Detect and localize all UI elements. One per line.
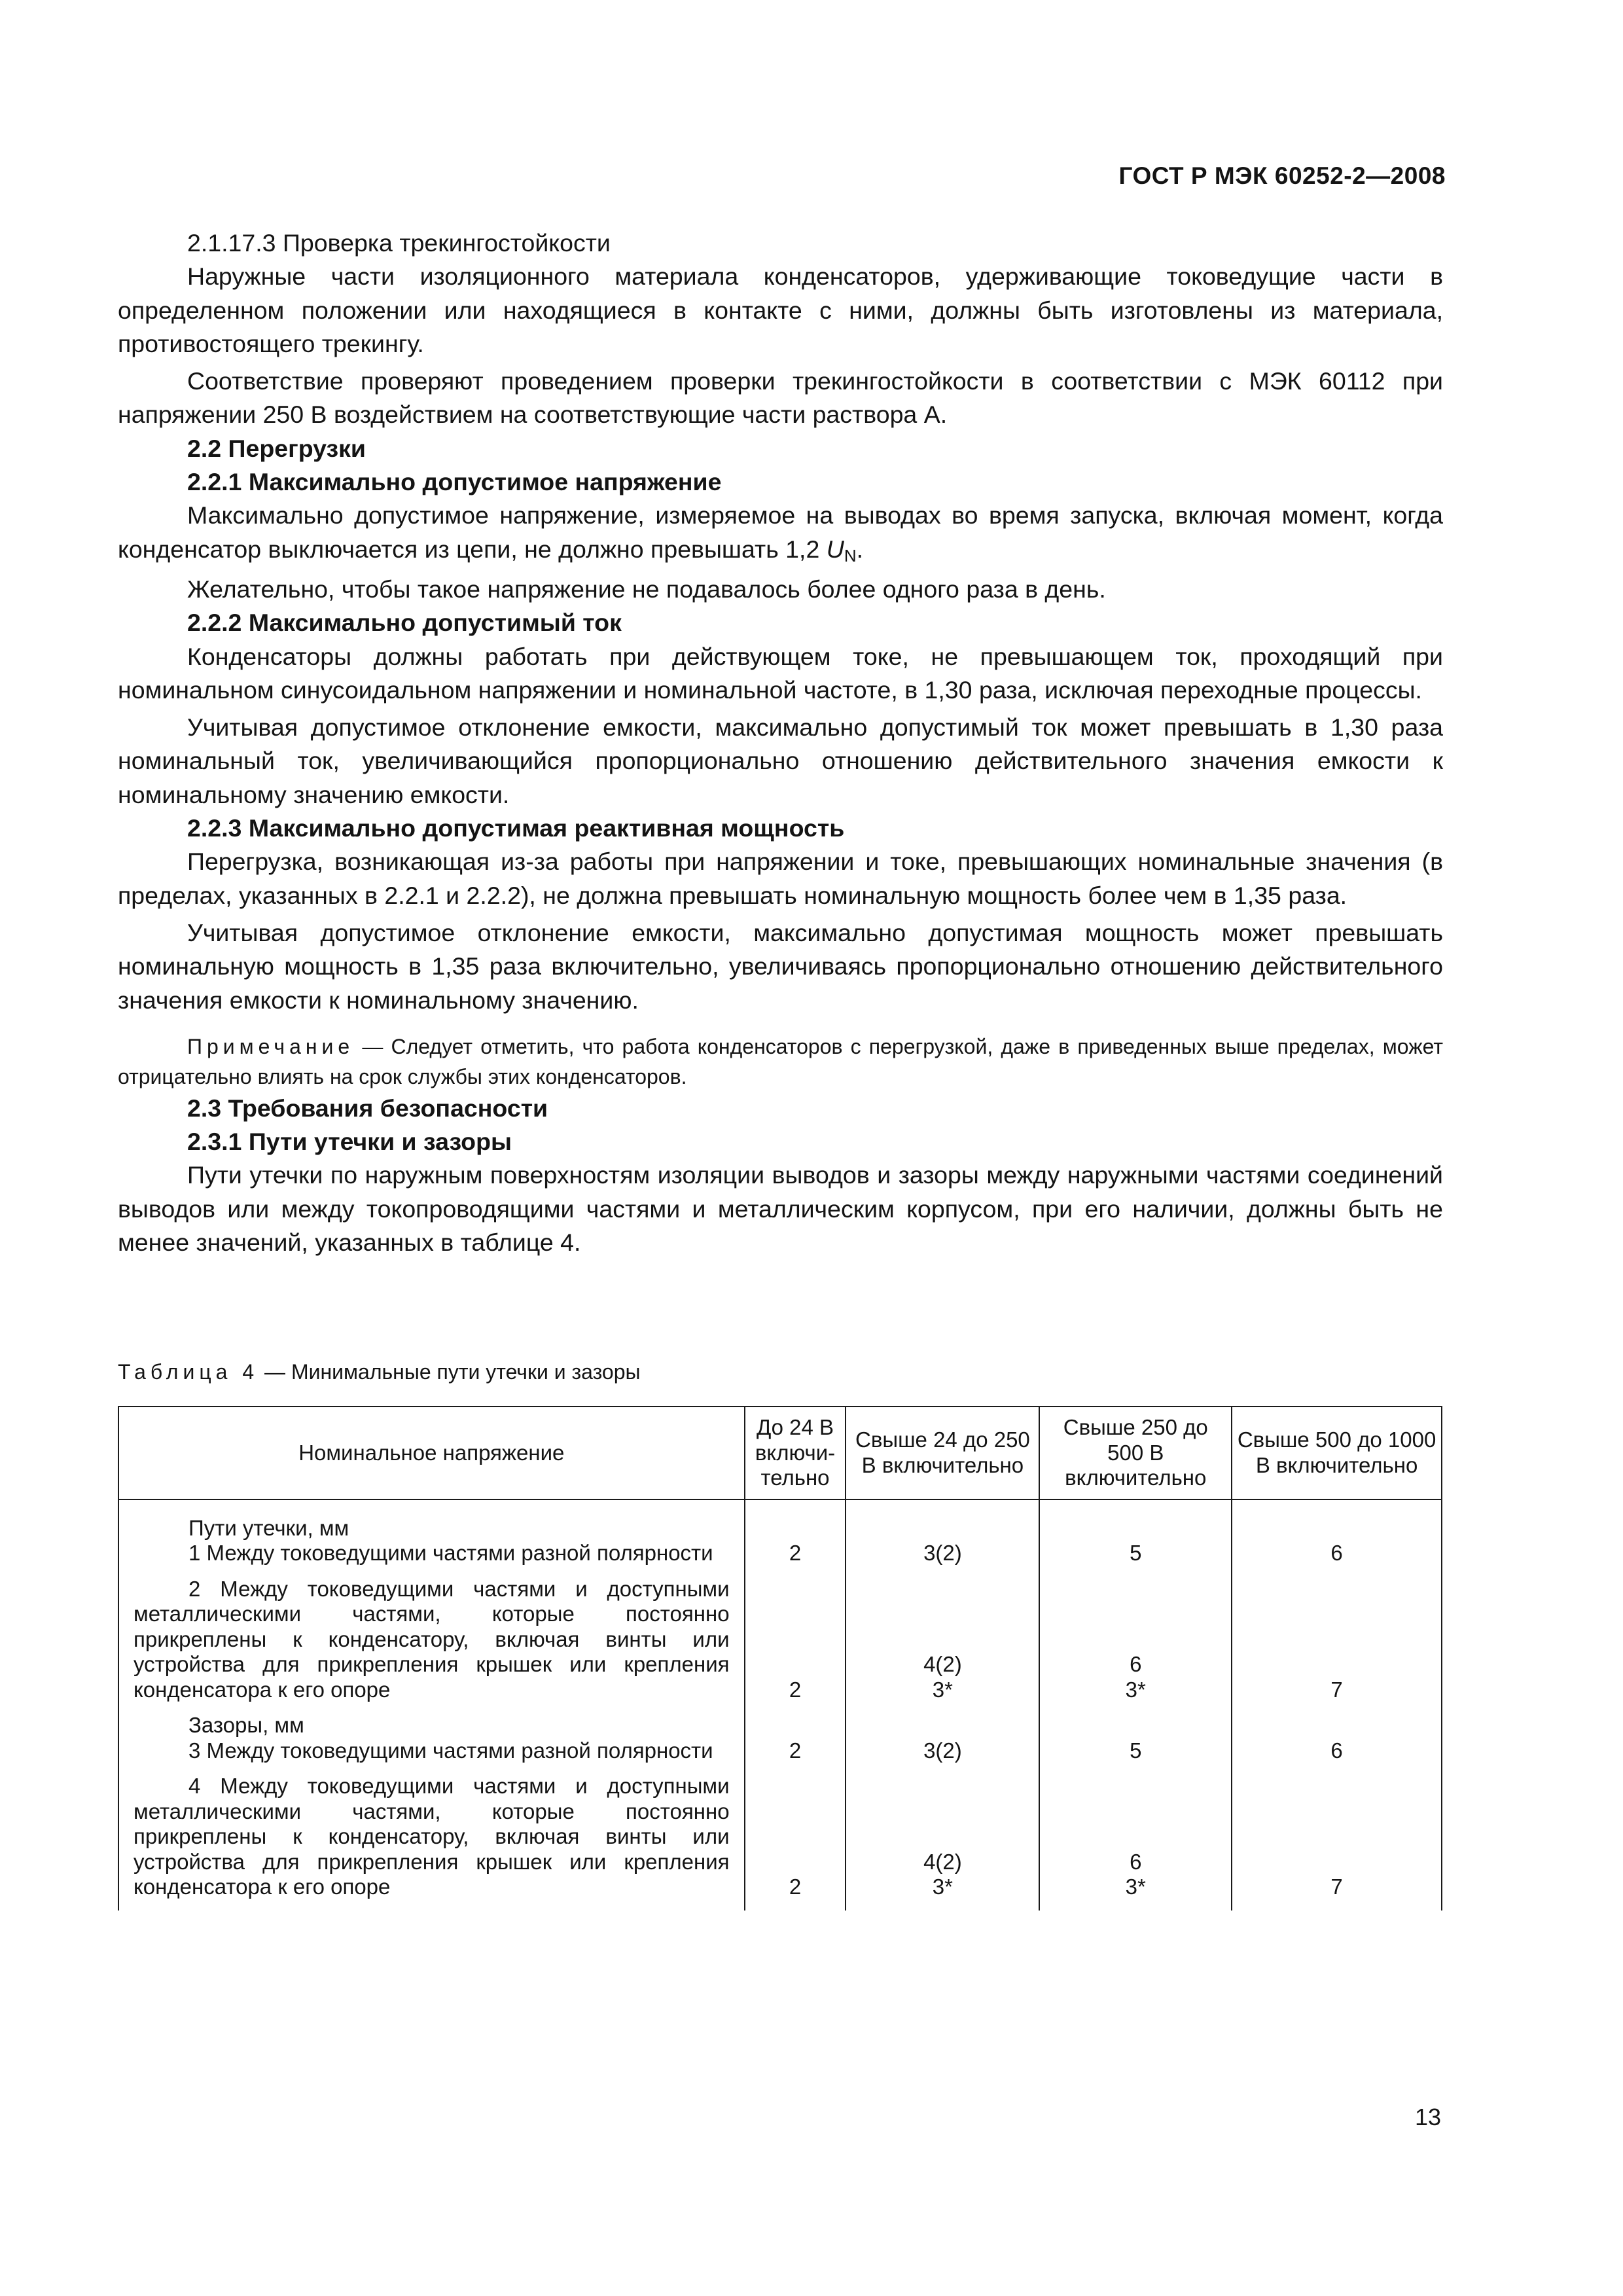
table-header-row bbox=[118, 1407, 1442, 1499]
section-2-2-3-paragraph-2: Учитывая допустимое отклонение емкости, максимально допустимая мощность может превышать номинальную мощность в 1,35 раза включительно, увеличиваясь пропорционально отношению действительного значения емкости к номинальному значению. bbox=[118, 918, 1443, 1014]
header-24-to-250v: Свыше 24 до 250 В включительно bbox=[846, 1407, 1039, 1499]
page-number: 13 bbox=[1414, 2104, 1441, 2130]
section-2-2-1-paragraph-1-text: Максимально допустимое напряжение, измеряемое на выводах во время запуска, включая момент, когда конденсатор выключается из цепи, не должно превышать 1,2 bbox=[118, 501, 1443, 563]
row-group-label: Пути утечки, мм bbox=[188, 1515, 349, 1540]
cell-value-main: 6 bbox=[1130, 1652, 1142, 1676]
cell-value-main: 3(2) bbox=[923, 1541, 962, 1565]
document-body bbox=[118, 226, 1443, 1259]
cell-24-to-250v bbox=[846, 1577, 1039, 1713]
cell-value-main: 3(2) bbox=[923, 1738, 962, 1763]
section-2-2-2-paragraph-1: Конденсаторы должны работать при действующем токе, не превышающем ток, проходящий при номинальном синусоидальном напряжении и номинальной частоте, в 1,30 раза, исключая переходные процессы. bbox=[118, 642, 1443, 704]
rated-voltage-symbol: U bbox=[826, 535, 844, 563]
cell-24-to-250v bbox=[846, 1499, 1039, 1577]
section-2-3-1-title: 2.3.1 Пути утечки и зазоры bbox=[187, 1128, 512, 1156]
creepage-clearance-table bbox=[118, 1406, 1442, 1910]
cell-500-to-1000v: 6 bbox=[1232, 1499, 1442, 1577]
note-text: — Следует отметить, что работа конденсаторов с перегрузкой, даже в приведенных выше пределах, может отрицательно влиять на срок службы этих конденсаторов. bbox=[118, 1034, 1443, 1088]
cell-value-alt: 3* bbox=[932, 1874, 953, 1899]
section-2-1-17-3-title: 2.1.17.3 Проверка трекингостойкости bbox=[187, 229, 611, 257]
table-caption-label: Таблица 4 bbox=[118, 1360, 259, 1384]
cell-500-to-1000v: 6 bbox=[1232, 1713, 1442, 1774]
section-2-2-title: 2.2 Перегрузки bbox=[187, 434, 366, 462]
header-up-to-24v: До 24 В включи-тельно bbox=[745, 1407, 846, 1499]
section-2-1-17-3-paragraph-1: Наружные части изоляционного материала конденсаторов, удерживающие токоведущие части в определенном положении или находящиеся в контакте с ними, должны быть изготовлены из материала, противостоящего трекингу. bbox=[118, 262, 1443, 357]
cell-24-to-250v bbox=[846, 1713, 1039, 1774]
cell-up-to-24v: 2 bbox=[745, 1499, 846, 1577]
cell-250-to-500v bbox=[1039, 1499, 1232, 1577]
section-2-2-1-title: 2.2.1 Максимально допустимое напряжение bbox=[187, 468, 722, 496]
cell-250-to-500v bbox=[1039, 1774, 1232, 1910]
cell-value-main: 4(2) bbox=[923, 1849, 962, 1874]
cell-24-to-250v bbox=[846, 1774, 1039, 1910]
cell-value-alt: 3* bbox=[932, 1677, 953, 1702]
document-code-header: ГОСТ Р МЭК 60252-2—2008 bbox=[1118, 162, 1446, 189]
row-item-text: 4 Между токоведущими частями и доступными металлическими частями, которые постоянно прикреплены к конденсатору, включая винты или устройства для прикрепления крышек или крепления конденсатора к его опоре bbox=[134, 1774, 730, 1899]
cell-value-main: 4(2) bbox=[923, 1652, 962, 1676]
cell-value-main: 5 bbox=[1130, 1541, 1142, 1565]
row-item-text: 2 Между токоведущими частями и доступными металлическими частями, которые постоянно прикреплены к конденсатору, включая винты или устройства для прикрепления крышек или крепления конденсатора к его опоре bbox=[134, 1576, 730, 1702]
section-2-2-2-title: 2.2.2 Максимально допустимый ток bbox=[187, 609, 622, 637]
cell-500-to-1000v: 7 bbox=[1232, 1774, 1442, 1910]
table-caption-text: — Минимальные пути утечки и зазоры bbox=[259, 1360, 641, 1384]
rated-voltage-subscript: N bbox=[844, 545, 857, 565]
section-2-3-title: 2.3 Требования безопасности bbox=[187, 1094, 548, 1122]
row-group-label: Зазоры, мм bbox=[188, 1713, 304, 1737]
cell-500-to-1000v: 7 bbox=[1232, 1577, 1442, 1713]
section-2-2-2-paragraph-2: Учитывая допустимое отклонение емкости, максимально допустимый ток может превышать в 1,30 раза номинальный ток, увеличивающийся пропорционально отношению действительного значения емкости к номинальному значению емкости. bbox=[118, 713, 1443, 808]
row-item-text: 3 Между токоведущими частями разной полярности bbox=[188, 1738, 713, 1763]
table-row bbox=[118, 1713, 1442, 1774]
row-item-text: 1 Между токоведущими частями разной полярности bbox=[188, 1541, 713, 1565]
row-description bbox=[118, 1774, 745, 1910]
cell-250-to-500v bbox=[1039, 1713, 1232, 1774]
section-2-2-3-title: 2.2.3 Максимально допустимая реактивная мощность bbox=[187, 814, 845, 842]
table-row bbox=[118, 1499, 1442, 1577]
row-description bbox=[118, 1713, 745, 1774]
cell-up-to-24v: 2 bbox=[745, 1577, 846, 1713]
header-500-to-1000v: Свыше 500 до 1000 В включительно bbox=[1232, 1407, 1442, 1499]
header-rated-voltage: Номинальное напряжение bbox=[118, 1407, 745, 1499]
section-2-1-17-3-paragraph-2: Соответствие проверяют проведением проверки трекингостойкости в соответствии с МЭК 60112 при напряжении 250 В воздействием на соответствующие части раствора А. bbox=[118, 367, 1443, 429]
table-row bbox=[118, 1774, 1442, 1910]
cell-value-main: 6 bbox=[1130, 1849, 1142, 1874]
section-2-2-3-paragraph-1: Перегрузка, возникающая из-за работы при напряжении и токе, превышающих номинальные значения (в пределах, указанных в 2.2.1 и 2.2.2), не должна превышать номинальную мощность более чем в 1,35 раза. bbox=[118, 848, 1443, 909]
cell-up-to-24v: 2 bbox=[745, 1774, 846, 1910]
cell-value-alt: 3* bbox=[1125, 1874, 1146, 1899]
section-2-3-1-paragraph-1: Пути утечки по наружным поверхностям изоляции выводов и зазоры между наружными частями соединений выводов или между токопроводящими частями и металлическим корпусом, при его наличии, должны быть не менее значений, указанных в таблице 4. bbox=[118, 1161, 1443, 1257]
row-description bbox=[118, 1577, 745, 1713]
row-description bbox=[118, 1499, 745, 1577]
cell-250-to-500v bbox=[1039, 1577, 1232, 1713]
note bbox=[118, 1031, 1443, 1092]
section-2-2-1-paragraph-2: Желательно, чтобы такое напряжение не подавалось более одного раза в день. bbox=[187, 575, 1106, 603]
cell-up-to-24v: 2 bbox=[745, 1713, 846, 1774]
section-2-2-1-paragraph-1-end: . bbox=[856, 535, 864, 563]
note-label: Примечание bbox=[187, 1034, 355, 1058]
cell-value-main: 5 bbox=[1130, 1738, 1142, 1763]
section-2-2-1-paragraph-1 bbox=[118, 499, 1443, 573]
header-250-to-500v: Свыше 250 до 500 В включительно bbox=[1039, 1407, 1232, 1499]
cell-value-alt: 3* bbox=[1125, 1677, 1146, 1702]
table-row bbox=[118, 1577, 1442, 1713]
table-caption bbox=[118, 1359, 641, 1385]
